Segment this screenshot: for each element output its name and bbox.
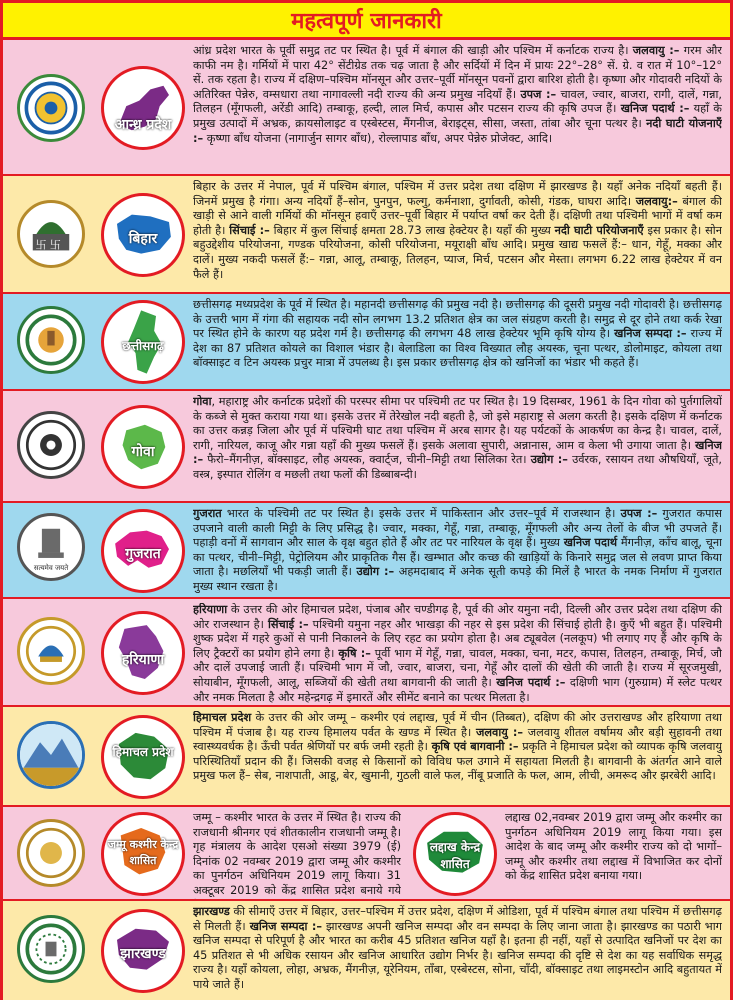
text-run: बंगाल की खाड़ी से आने वाली गर्मियों की मॉनसून हवाएँ उत्तर–पूर्वी बिहार में पर्याप्त वर्षा कर देती हैं। दक्षिणी तथा पश्चिमी भागों में वर्षा कम होती है। — [193, 194, 722, 237]
jk-emblem-icon — [17, 819, 85, 887]
text-run: यहाँ के प्रमुख उत्पादों में अभ्रक, क्रायसोलाइट व एस्बेस्टस, मैंगनीज, बेराइट्स, सीसा, जस्ता, तांबा और चूना पत्थर है। — [193, 102, 722, 130]
section-text — [193, 711, 722, 784]
text-run: झारखण्ड अपनी खनिज सम्पदा और वन सम्पदा के लिए जाना जाता है। झारखण्ड का पठारी भाग खनिज सम्पदा से परिपूर्ण है और भारत का करीब 45 प्रतिशत खनिज यहाँ है। इतना ही नहीं, यहाँ से उत्पादित खनिजों पर देश का 45 प्रतिशत से भी अधिक रसायन और खनिज आधारित उद्योग निर्भर है। खनिज सम्पदा की दृष्टि से देश का यह सर्वाधिक समृद्ध राज्य है। यहाँ कोयला, लोहा, अभ्रक, मैंगनीज़, यूरेनियम, ताँबा, एस्बेस्टस, सोना, चाँदी, बॉक्साइट तथा लाइमस्टोन आदि बहुतायत में पाये जाते हैं। — [193, 919, 722, 991]
text-run: उद्योग :– — [356, 565, 395, 579]
map-label: जम्मू कश्मीर केन्द्र शासित — [107, 838, 179, 867]
page-title: महत्वपूर्ण जानकारी — [291, 9, 442, 34]
map-label: हिमाचल प्रदेश — [112, 745, 174, 759]
andhra-emblem-icon — [17, 74, 85, 142]
section-chhattisgarh — [3, 294, 730, 391]
section-text — [193, 507, 722, 595]
text-run: , महाराष्ट्र और कर्नाटक प्रदेशों की परस्पर सीमा पर पश्चिमी तट पर स्थित है। 19 दिसम्बर, 1961 के दिन गोवा को पुर्तगालियों के कब्जे से मुक्त कराया गया था। इसके उत्तर में तेरेखोल नदी बहती है, जो इसे महाराष्ट्र से अलग करती है। इसके दक्षिण में कर्नाटक का उत्तर कन्नड़ जिला और पूर्व में पश्चिमी घाट तथा पश्चिम में अरब सागर है। यह पर्यटकों के आकर्षण का केन्द्र है। चावल, दालें, रागी, नारियल, काजू और गन्ना यहाँ की मुख्य फसलें हैं। इसके अलावा सुपारी, अन्नानास, आम व केला भी उगाया जाता है। — [193, 395, 722, 452]
section-goa — [3, 391, 730, 503]
svg-text:卐 卐: 卐 卐 — [35, 238, 61, 252]
himachal-emblem-icon — [17, 721, 85, 789]
section-text — [193, 44, 722, 146]
andhra-map — [101, 66, 185, 150]
text-run: खनिज पदार्थ :– — [620, 102, 690, 116]
map-label: छत्तीसगढ़ — [122, 339, 164, 353]
gujarat-map — [101, 509, 185, 593]
text-run: सिंचाई :– — [267, 617, 309, 631]
ladakh-text: लद्दाख 02,नवम्बर 2019 द्वारा जम्मू और कश्मीर का पुनर्गठन अधिनियम 2019 लागू किया गया। इस आदेश के बाद जम्मू और कश्मीर राज्य को दो भागों– जम्मू और कश्मीर तथा लद्दाख में विभाजित कर दोनों को केंद्र शासित प्रदेश बनाया गया। — [505, 811, 722, 883]
emblem-caption: सत्यमेव जयते — [33, 564, 69, 572]
haryana-map — [101, 611, 185, 695]
text-run: जलवायु :– — [632, 44, 680, 57]
section-gujarat — [3, 503, 730, 599]
section-himachal — [3, 707, 730, 807]
goa-map — [101, 405, 185, 489]
section-text — [193, 603, 722, 705]
ladakh-map — [413, 812, 497, 896]
text-run: प्रकृति ने हिमाचल प्रदेश को व्यापक कृषि जलवायु परिस्थितियाँ प्रदान की हैं। जिसकी वजह से किसानों को विविध फल उगाने में सहायता मिलती है। बागवानी के अंतर्गत आने वाले प्रमुख फल हैं– सेब, नाशपाती, आडू, बेर, खुमानी, गुठली वाले फल, नींबू प्रजाति के फल, आम, लीची, अमरूद और झरबेरी आदि। — [193, 740, 722, 783]
text-run: छत्तीसगढ़ मध्यप्रदेश के पूर्व में स्थित है। महानदी छत्तीसगढ़ की प्रमुख नदी है। छत्तीसगढ़ की दूसरी प्रमुख नदी गोदावरी है। छत्तीसगढ़ के उत्तरी भाग में गंगा की सहायक नदी सोन लगभग 13.2 प्रतिशत क्षेत्र का जल संग्रहण करती है। समुद्र से दूर होने तथा कर्क रेखा पर स्थित होने के कारण यह प्रदेश गर्म है। छत्तीसगढ़ की लगभग 48 लाख हेक्टेयर भूमि कृषि योग्य है। — [193, 298, 722, 341]
jharkhand-map — [101, 909, 185, 993]
text-run: कृष्णा बाँध योजना (नागार्जुन सागर बाँध), रोल्लापाड बाँध, अपर पेन्नेरु प्रोजेक्ट, आदि। — [203, 131, 553, 145]
text-run: पूर्वी भाग में गेहूँ, गन्ना, चावल, मक्का, चना, मटर, कपास, तिलहन, तम्बाकू, मिर्च, जौ और दालें उपजाई जाती हैं। पश्चिमी भाग में जौ, ज्वार, बाजरा, चना, गेहूँ और दालों की खेती की जाती है। राज्य में सूरजमुखी, सोयाबीन, मूँगफली, आलू, सब्जियों की खेती तथा बागवानी की जाती है। — [193, 646, 722, 689]
section-text — [193, 905, 722, 993]
section-text — [193, 298, 722, 371]
text-run: चावल, ज्वार, बाजरा, रागी, दालें, गन्ना, तिलहन (मूँगफली, अरेंडी आदि) तम्बाकू, हल्दी, लाल मिर्च, कपास और पटसन राज्य की कृषि उपज हैं। — [193, 87, 722, 116]
text-run: कृषि :– — [338, 646, 371, 660]
text-run: बिहार में कुल सिंचाई क्षमता 28.73 लाख हेक्टेयर है। यहाँ की मुख्य — [269, 223, 555, 237]
text-run: नदी घाटी योजनाएँ :– — [193, 116, 722, 145]
text-run: दक्षिणी भाग (गुरुग्राम) में स्लेट पत्थर और नमक मिलता है और महेन्द्रगढ़ में इमारतें और सीमेंट बनाने का पत्थर मिलता है। — [193, 675, 722, 704]
text-run: कृषि एवं बागवानी :– — [431, 740, 519, 754]
himachal-map — [101, 715, 185, 799]
ashoka-emblem-icon — [17, 513, 85, 581]
bihar-map — [101, 193, 185, 277]
text-run: राज्य में देश का 87 प्रतिशत कोयले का विशाल भंडार है। बेलाडिला का विश्व विख्यात लौह अयस्क, चूना पत्थर, डोलोमाइट, कोयला तथा बॉक्साइट व टिन अयस्क प्रचुर मात्रा में उपलब्ध है। इस प्रकार छत्तीसगढ़ क्षेत्र को खनिजों का भंडार भी कहते हैं। — [193, 327, 722, 370]
map-label: हरियाणा — [121, 652, 165, 668]
text-run: नदी घाटी परियोजनाएँ — [554, 223, 644, 237]
text-run: खनिज पदार्थ — [563, 536, 618, 550]
text-run: मैंगनीज़, काँच बालू, चूना का पत्थर, चीनी–मिट्टी, पेट्रोलियम और प्राकृतिक गैस हैं। खम्भात और कच्छ की खाड़ियों के किनारे समुद्र जल से लवण प्राप्त किया जाता है। मछलियाँ भी पकड़ी जाती हैं। — [193, 536, 722, 579]
text-run: जलवायु :– — [476, 725, 524, 739]
text-run: खनिज सम्पदा :– — [249, 919, 322, 933]
bihar-emblem-icon — [17, 200, 85, 268]
section-text — [193, 180, 722, 282]
text-run: हरियाणा — [193, 603, 228, 616]
text-run: खनिज सम्पदा :– — [614, 327, 687, 341]
haryana-emblem-icon — [17, 617, 85, 685]
section-jharkhand — [3, 901, 730, 1000]
map-label: गुजरात — [125, 546, 161, 562]
section-jk-ladakh — [3, 807, 730, 901]
text-run: सिंचाई :– — [229, 223, 270, 237]
text-run: झारखण्ड — [193, 905, 230, 918]
section-andhra — [3, 40, 730, 176]
chhattisgarh-emblem-icon — [17, 306, 85, 374]
text-run: की सीमाएँ उत्तर में बिहार, उत्तर–पश्चिम में उत्तर प्रदेश, दक्षिण में ओडिशा, पूर्व में पश्चिम बंगाल तथा पश्चिम में छत्तीसगढ़ से मिलती हैं। — [193, 905, 722, 933]
text-run: हिमाचल प्रदेश — [193, 711, 252, 724]
jharkhand-emblem-icon — [17, 915, 85, 983]
text-run: पश्चिमी यमुना नहर और भाखड़ा की नहर से इस प्रदेश की सिंचाई होती है। कुएँ भी बहुत हैं। पश्चिमी शुष्क प्रदेश में गहरे कुओं से पानी निकालने के लिए रहट का प्रयोग होता है। अब ट्यूबवेल (नलकूप) भी लगाए गए हैं और कृषि के लिए ट्रैक्टरों का प्रयोग होने लगा है। — [193, 617, 722, 660]
title-bar — [3, 3, 730, 40]
text-run: के उत्तर की ओर जम्मू – कश्मीर एवं लद्दाख, पूर्व में चीन (तिब्बत), दक्षिण की ओर उत्तराखण्ड और हरियाणा तथा पश्चिम में पंजाब है। यह राज्य हिमालय पर्वत के खण्ड में स्थित है। — [193, 711, 722, 739]
text-run: अहमदाबाद में अनेक सूती कपड़े की मिलें है भारत के नमक निर्माण में गुजरात मुख्य स्थान रखता है। — [193, 565, 722, 593]
text-run: उपज :– — [620, 507, 658, 520]
text-run: उद्योग :– — [530, 453, 568, 467]
section-bihar — [3, 176, 730, 294]
text-run: भारत के पश्चिमी तट पर स्थित है। इसके उत्तर में पाकिस्तान और उत्तर–पूर्व में राजस्थान है। — [221, 507, 621, 520]
map-label: गोवा — [131, 444, 155, 460]
text-run: गुजरात — [193, 507, 222, 520]
map-label: झारखण्ड — [120, 946, 166, 962]
map-label: आन्ध्र प्रदेश — [114, 117, 172, 133]
section-haryana — [3, 599, 730, 707]
goa-emblem-icon — [17, 411, 85, 479]
text-run: बिहार के उत्तर में नेपाल, पूर्व में पश्चिम बंगाल, पश्चिम में उत्तर प्रदेश तथा दक्षिण में झारखण्ड है। यहाँ अनेक नदियाँ बहती हैं। जिनमें प्रमुख है गंगा। अन्य नदियाँ हैं–सोन, पुनपुन, फल्गु, कर्मनाशा, दुर्गावती, कोसी, गंडक, घाघरा आदि। — [193, 180, 722, 208]
text-run: जलवायु शीतल वर्षामय और बड़ी सुहावनी तथा स्वास्थ्यवर्धक है। ऊँची पर्वत श्रेणियों पर बर्फ जमी रहती है। — [193, 725, 722, 754]
text-run: उर्वरक, रसायन तथा औषधियाँ, जूते, वस्त्र, इस्पात रोलिंग व मछली तथा फलों की डिब्बाबन्दी। — [193, 453, 722, 481]
text-run: गरम और काफी नम है। गर्मियों में पारा 42° सेंटीग्रेड तक चढ़ जाता है और सर्दियों में दिन में प्रायः 22°–28° सें. ग्रे. व रात में 10°–12° सें. तक रहता है। राज्य में दक्षिण–पश्चिम मॉनसून और उत्तर–पूर्वी मॉनसून पवनों द्वारा बारिश होती है। कृष्णा और गोदावरी नदियों के अतिरिक्त पेन्नेरु, वम्सधारा तथा नागावल्ली नदी राज्य की अन्य प्रमुख नदियाँ हैं। — [193, 44, 722, 101]
text-run: खनिज :– — [193, 438, 722, 467]
map-label: बिहार — [128, 231, 158, 247]
text-run: गुजरात कपास उपजाने वाली काली मिट्टी के लिए प्रसिद्ध है। ज्वार, मक्का, गेहूँ, गन्ना, तम्बाकू, मूँगफली और अन्य तेलों के बीज भी उपजते हैं। पहाड़ी वनों में सागवान और साल के वृक्ष बहुत होते हैं और तट पर नारियल के वृक्ष हैं। मुख्य — [193, 507, 722, 550]
map-label: लद्दाख केन्द्र शासित — [429, 840, 481, 871]
chhattisgarh-map — [101, 300, 185, 384]
text-run: आंध्र प्रदेश भारत के पूर्वी समुद्र तट पर स्थित है। पूर्व में बंगाल की खाड़ी और पश्चिम में कर्नाटक राज्य है। — [193, 44, 633, 57]
jk-text: जम्मू – कश्मीर भारत के उत्तर में स्थित है। राज्य की राजधानी श्रीनगर एवं शीतकालीन राजधानी जम्मू है। गृह मंत्रालय के आदेश एसओ संख्या 3979 (ई) दिनांक 02 नवम्बर 2019 द्वारा जम्मू और कश्मीर का पुनर्गठन अधिनियम 2019 लागू किया। 31 अक्टूबर 2019 को केंद्र शासित प्रदेश बनाये गये — [193, 811, 401, 897]
text-run: खनिज पदार्थ :– — [496, 675, 566, 689]
text-run: गोवा — [193, 395, 212, 408]
text-run: के उत्तर की ओर हिमाचल प्रदेश, पंजाब और चण्डीगढ़ है, पूर्व की ओर यमुना नदी, दिल्ली और उत्तर प्रदेश तथा दक्षिण की ओर राजस्थान है। — [193, 603, 722, 631]
text-run: फैरो–मैंगनीज़, बॉक्साइट, लौह अयस्क, क्वार्ट्ज, चीनी–मिट्टी तथा सिलिका रेत। — [203, 453, 531, 467]
section-text — [193, 395, 722, 483]
jk-map — [101, 812, 185, 896]
text-run: इस प्रकार है। सोन बहुउद्देशीय परियोजना, गण्डक परियोजना, कोसी परियोजना, मयूराक्षी बाँध आदि। प्रमुख खाद्य फसलें हैं:– धान, गेहूँ, मक्का और दालें। मुख्य नकदी फसलें हैं:– गन्ना, आलू, तम्बाकू, तिलहन, प्याज, मिर्च, पटसन और मेस्ता। लगभग 6.22 लाख हेक्टेयर में वन फैले हैं। — [193, 223, 722, 281]
text-run: उपज :– — [520, 87, 557, 101]
text-run: जलवायु:– — [635, 194, 678, 208]
